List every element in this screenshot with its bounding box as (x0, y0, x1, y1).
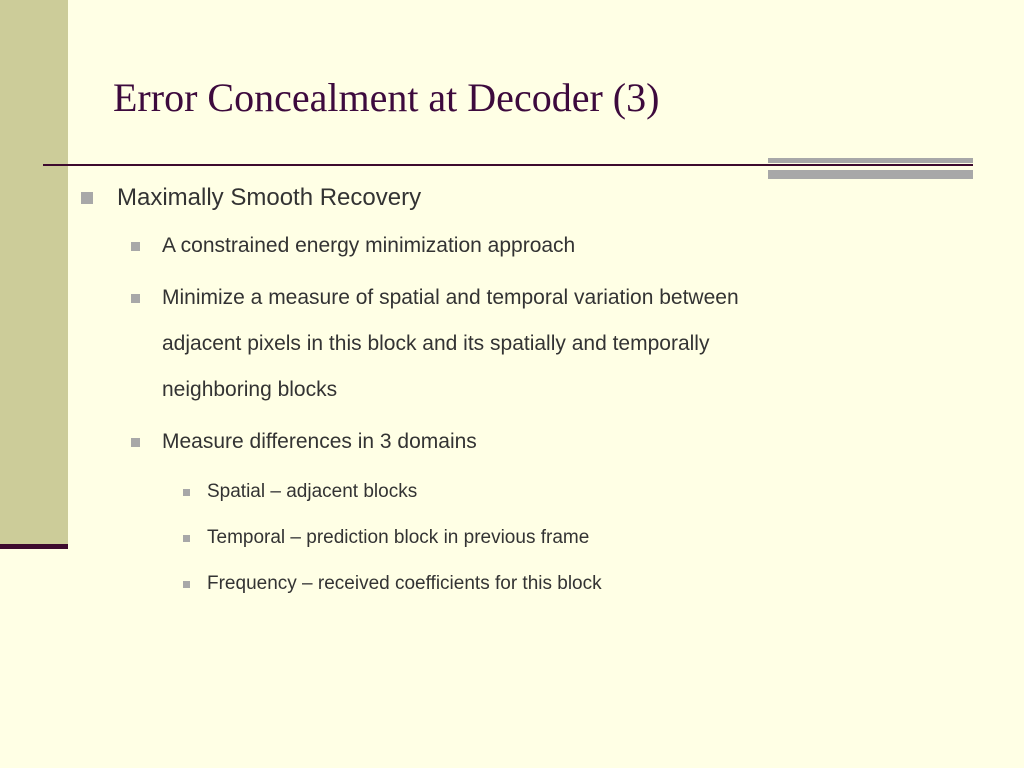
left-band-base-line (0, 544, 68, 549)
slide-title: Error Concealment at Decoder (3) (113, 75, 660, 120)
title-divider-line (43, 164, 973, 166)
bullet-marker-level1 (81, 192, 93, 204)
left-decorative-band (0, 0, 68, 546)
bullet-level3: Spatial – adjacent blocks (207, 481, 418, 502)
bullet-marker-level3 (183, 489, 190, 496)
bullet-level3: Frequency – received coefficients for this block (207, 573, 602, 594)
bullet-level2-continuation: neighboring blocks (162, 378, 338, 401)
bullet-level2-continuation: adjacent pixels in this block and its spatially and temporally (162, 332, 710, 355)
bullet-marker-level2 (131, 294, 140, 303)
bullet-marker-level3 (183, 581, 190, 588)
bullet-level1: Maximally Smooth Recovery (117, 184, 422, 211)
bullet-level2: Measure differences in 3 domains (162, 430, 477, 453)
bullet-marker-level2 (131, 438, 140, 447)
accent-bar-top (768, 158, 973, 163)
accent-bar-bottom (768, 170, 973, 179)
bullet-level3: Temporal – prediction block in previous frame (207, 527, 590, 548)
bullet-marker-level3 (183, 535, 190, 542)
bullet-level2: Minimize a measure of spatial and temporal variation between (162, 286, 739, 309)
bullet-level2: A constrained energy minimization approach (162, 234, 576, 257)
bullet-marker-level2 (131, 242, 140, 251)
